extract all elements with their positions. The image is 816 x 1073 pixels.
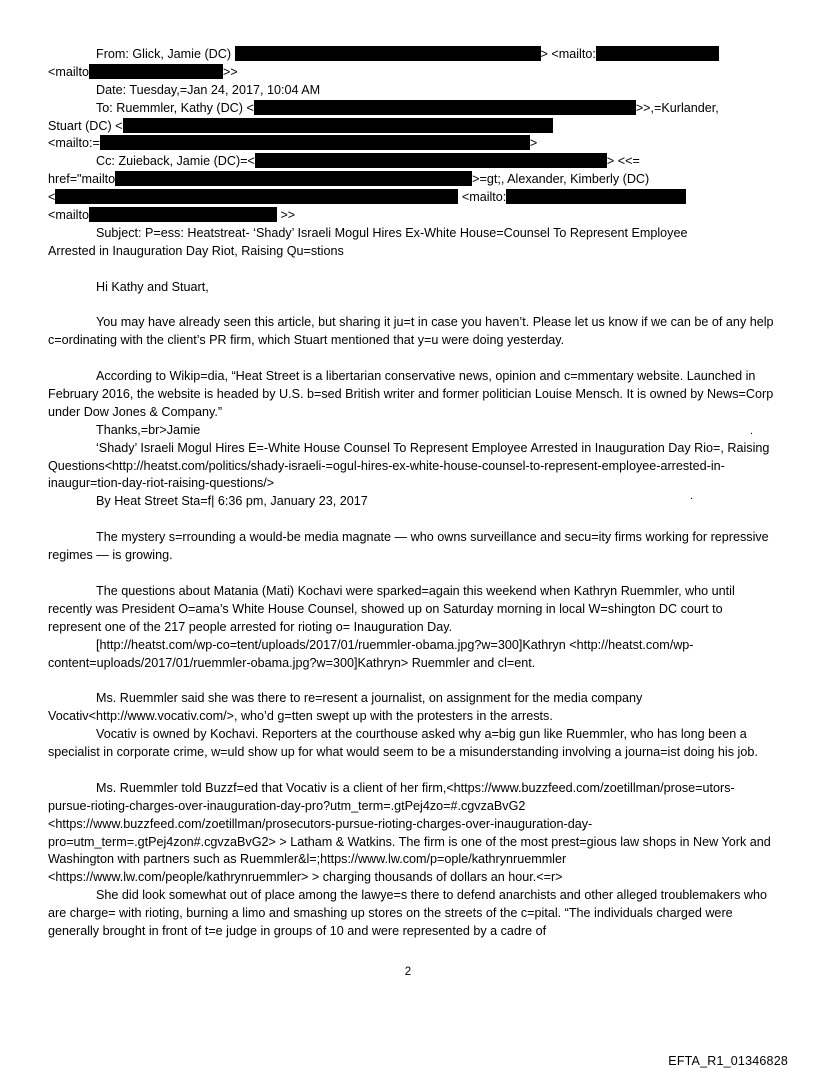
redaction-box	[100, 135, 530, 150]
bates-number: EFTA_R1_01346828	[668, 1054, 788, 1068]
paragraph: You may have already seen this article, but sharing it ju=t in case you haven’t. Please let us know if we can be of any help c=ordinating with the client’s PR firm, which Stuart mentioned that y=u were doing yesterday.	[48, 315, 774, 348]
page-number: 2	[404, 966, 412, 978]
redaction-box	[255, 153, 607, 168]
redaction-box	[254, 100, 636, 115]
href-line	[48, 171, 776, 189]
from-line	[48, 46, 776, 64]
redaction-box	[55, 189, 458, 204]
cc-end: > <<=	[606, 154, 640, 169]
href-text: href="mailto	[48, 172, 116, 187]
paragraph: The mystery s=rrounding a would-be media magnate — who owns surveillance and secu=ity firms working for repressive regimes — is growing.	[48, 530, 769, 563]
redaction-box	[235, 46, 541, 61]
stuart-text: Stuart (DC) <	[48, 118, 123, 133]
article-title: ‘Shady’ Israeli Mogul Hires E=-White House Counsel To Represent Employee Arrested in Inauguration Day Rio=, Raising Questions<http://heatst.com/politics/shady-israeli-=ogul-hires-ex-white-house-counsel-to-represent-employee-arrested-in-inaugur=tion-day-riot-raising-questions/>	[48, 440, 770, 491]
stray-mark: .	[690, 490, 694, 502]
redaction-box	[89, 207, 277, 222]
to-kurlander: >>,=Kurlander,	[635, 100, 719, 115]
to-text: To: Ruemmler, Kathy (DC) <	[96, 100, 254, 115]
stuart-line	[48, 118, 776, 136]
paragraph: Ms. Ruemmler said she was there to re=resent a journalist, on assignment for the media company Vocativ<http://www.vocativ.com/>, who’d g=tten swept up with the protesters in the arrests.	[48, 691, 643, 724]
paragraph: Ms. Ruemmler told Buzzf=ed that Vocativ is a client of her firm,<https://www.buzzfeed.com/zoetillman/prose=utors-pursue-rioting-charges-over-inauguration-day-pro?utm_term=.gtPej4zo=#.cgvzaBvG2 <https://www.buzzfeed.com/zoetillman/prosecutors-pursue-rioting-charges-over-inauguration-day-pro=utm_term=.gtPej4zon#.cgvzaBvG2> > Latham & Watkins. The firm is one of the most prest=gious law shops in New York and Washington with partners such as Ruemmler&l=;https://www.lw.com/p=ople/kathrynruemmler <https://www.lw.com/people/kathrynruemmler> > charging thousands of dollars an hour.<=r>	[48, 780, 771, 885]
to-line	[48, 100, 776, 118]
mailto-eq-close: >	[529, 136, 538, 151]
mailto-line	[48, 64, 776, 82]
redaction-box	[89, 64, 223, 79]
paragraph: She did look somewhat out of place among the lawye=s there to defend anarchists and other alleged troublemakers who are charge= with rioting, burning a limo and smashing up stores on the streets of the c=pital. “The individuals charged were generally brought in front of t=e judge in groups of 10 and were represented by a cadre of	[48, 888, 768, 939]
paragraph: The questions about Matania (Mati) Kochavi were sparked=again this weekend when Kathryn Ruemmler, who until recently was President O=ama’s White House Counsel, showed up on Saturday morning in local W=shington DC court to represent one of the 217 people arrested for rioting o= Inauguration Day.	[48, 583, 735, 634]
from-mailto: > <mailto:	[540, 47, 596, 61]
alex-mailto: <mailto:	[461, 190, 507, 205]
redaction-box	[506, 189, 686, 204]
signoff: Thanks,=br>Jamie	[96, 422, 201, 437]
byline: By Heat Street Sta=f| 6:36 pm, January 23, 2017	[96, 494, 368, 509]
paragraph: Vocativ is owned by Kochavi. Reporters at the courthouse asked why a=big gun like Ruemmler, who has long been a specialist in corporate crime, w=uld show up for what would seem to be a misunderstanding involving a journa=ist doing his job.	[48, 727, 758, 760]
greeting: Hi Kathy and Stuart,	[96, 279, 209, 294]
paragraph: [http://heatst.com/wp-co=tent/uploads/2017/01/ruemmler-obama.jpg?w=300]Kathryn <http://heatst.com/wp-content=uploads/2017/01/ruemmler-obama.jpg?w=300]Kathryn> Ruemmler and cl=ent.	[48, 637, 694, 670]
from-text: From: Glick, Jamie (DC)	[96, 47, 232, 61]
redaction-box	[596, 46, 719, 61]
email-document	[48, 46, 776, 941]
alexander-text: >=gt;, Alexander, Kimberly (DC)	[472, 172, 650, 187]
mailto-eq-text: <mailto:=	[48, 136, 100, 151]
last-mailto-line	[48, 207, 776, 225]
stray-mark: .	[750, 425, 754, 437]
last-mailto-close: >>	[280, 208, 296, 223]
redaction-box	[115, 171, 472, 186]
date-line: Date: Tuesday,=Jan 24, 2017, 10:04 AM	[96, 82, 321, 97]
cc-text: Cc: Zuieback, Jamie (DC)=<	[96, 154, 255, 169]
subject-line-2: Arrested in Inauguration Day Riot, Raising Qu=stions	[48, 243, 344, 258]
lt-line	[48, 189, 776, 207]
mailto-close: >>	[222, 64, 238, 79]
mailto-eq-line	[48, 135, 776, 153]
cc-line	[48, 153, 776, 171]
redaction-box	[123, 118, 553, 133]
lt-text: <	[48, 190, 56, 205]
paragraph: According to Wikip=dia, “Heat Street is a libertarian conservative news, opinion and c=mmentary website. Launched in February 2016, the website is headed by U.S. b=sed British writer and former politician Louise Mensch. It is owned by News=Corp under Dow Jones & Company.”	[48, 369, 774, 419]
subject-line: Subject: P=ess: Heatstreat- ‘Shady’ Israeli Mogul Hires Ex-White House=Counsel To Represent Employee	[96, 225, 688, 240]
mailto-text: <mailto	[48, 64, 89, 79]
last-mailto-text: <mailto	[48, 208, 89, 223]
